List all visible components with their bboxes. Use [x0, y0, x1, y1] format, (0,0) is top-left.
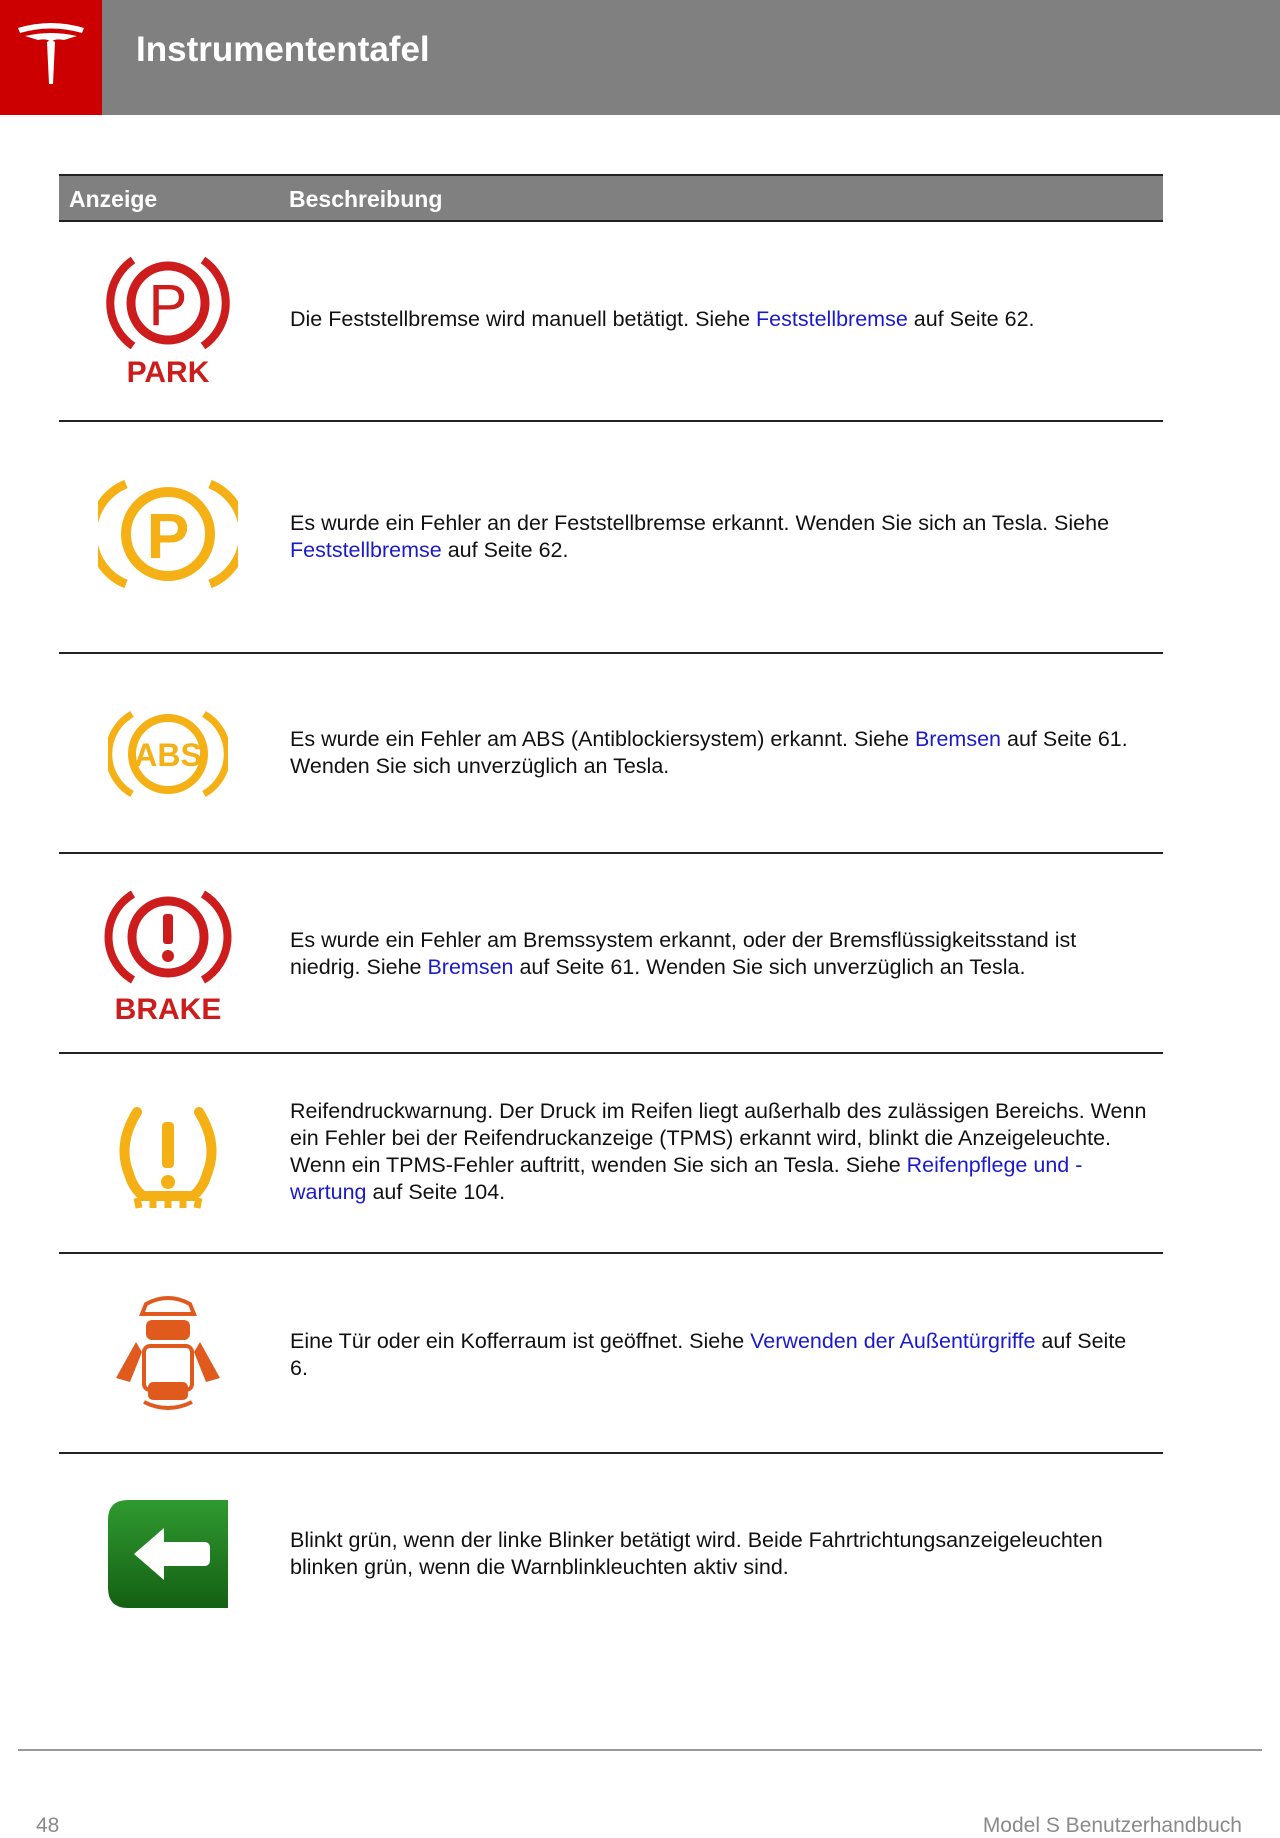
- park-label: PARK: [126, 356, 210, 386]
- table-row: [59, 1254, 1163, 1454]
- brake-label: BRAKE: [114, 993, 222, 1024]
- row-description: Es wurde ein Fehler am ABS (Antiblockiersystem) erkannt. Siehe Bremsen auf Seite 61. Wenden Sie sich unverzüglich an Tesla.: [290, 727, 1128, 778]
- door-open-icon: [73, 1290, 263, 1420]
- row-description: Die Feststellbremse wird manuell betätigt. Siehe Feststellbremse auf Seite 62.: [290, 307, 1035, 331]
- svg-text:P: P: [148, 273, 188, 338]
- table-row: [59, 1454, 1163, 1654]
- link-reifenpflege[interactable]: Reifenpflege und - wartung: [290, 1153, 1083, 1204]
- table-row: [59, 1054, 1163, 1254]
- svg-text:P: P: [146, 500, 190, 572]
- tire-pressure-warning-icon: [73, 1104, 263, 1214]
- brake-warning-icon: [73, 884, 263, 1024]
- column-header-description: Beschreibung: [289, 186, 443, 212]
- table-header: [59, 174, 1163, 222]
- left-turn-signal-icon: [73, 1498, 263, 1610]
- link-bremsen[interactable]: Bremsen: [914, 727, 1002, 751]
- row-description: Es wurde ein Fehler am Bremssystem erkannt, oder der Bremsflüssigkeitsstand ist niedrig. Siehe Bremsen auf Seite 61. Wenden Sie sich unverzüglich an Tesla.: [290, 928, 1077, 979]
- page-title: Instrumententafel: [136, 30, 430, 69]
- footer-divider: [18, 1749, 1262, 1751]
- row-description: Eine Tür oder ein Kofferraum ist geöffnet. Siehe Verwenden der Außentürgriffe auf Seite 6.: [290, 1329, 1127, 1380]
- link-feststellbremse[interactable]: Feststellbremse: [756, 307, 908, 331]
- link-bremsen[interactable]: Bremsen: [427, 955, 514, 979]
- tesla-logo-icon: [14, 18, 88, 88]
- abs-label: ABS: [134, 737, 202, 773]
- park-brake-fault-amber-icon: [73, 474, 263, 594]
- column-header-indicator: Anzeige: [69, 186, 158, 212]
- table-row: [59, 422, 1163, 654]
- page-number: 48: [36, 1814, 60, 1837]
- link-feststellbremse[interactable]: Feststellbremse: [290, 538, 442, 562]
- tesla-logo: [0, 0, 102, 115]
- link-aussentuergriffe[interactable]: Verwenden der Außentürgriffe: [750, 1329, 1036, 1353]
- abs-warning-icon: [73, 704, 263, 804]
- row-description: Blinkt grün, wenn der linke Blinker betätigt wird. Beide Fahrtrichtungsanzeigeleuchten blinken grün, wenn die Warnblinkleuchten aktiv sind.: [290, 1528, 1103, 1579]
- manual-name: Model S Benutzerhandbuch: [982, 1814, 1242, 1837]
- table-row: [59, 854, 1163, 1054]
- row-description: Reifendruckwarnung. Der Druck im Reifen liegt außerhalb des zulässigen Bereichs. Wenn ein Fehler bei der Reifendruckanzeige (TPMS) erkannt wird, blinkt die Anzeigeleuchte. Wenn ein TPMS-Fehler auftritt, wenden Sie sich an Tesla. Siehe Reifenpflege und - wartung auf Seite 104.: [290, 1099, 1147, 1204]
- table-row: [59, 224, 1163, 422]
- table-row: [59, 654, 1163, 854]
- park-brake-red-icon: [73, 246, 263, 386]
- row-description: Es wurde ein Fehler an der Feststellbremse erkannt. Wenden Sie sich an Tesla. Siehe Feststellbremse auf Seite 62.: [290, 511, 1110, 562]
